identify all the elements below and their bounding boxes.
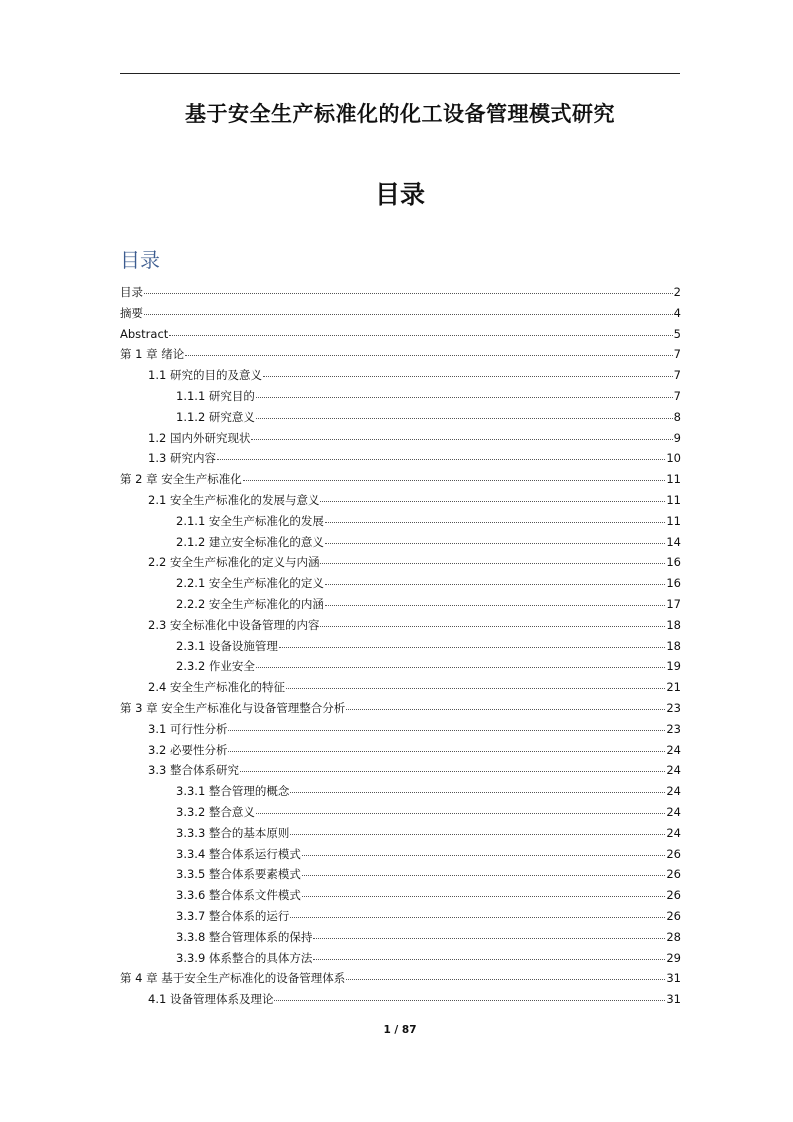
toc-dot-leader xyxy=(290,780,665,793)
toc-entry-page: 10 xyxy=(666,451,681,466)
toc-entry-text: 3.3 整合体系研究 xyxy=(148,763,239,778)
toc-entry[interactable] xyxy=(120,407,681,428)
toc-dot-leader xyxy=(302,863,665,876)
toc-entry-text: 第 2 章 安全生产标准化 xyxy=(120,472,242,487)
toc-entry-text: 第 1 章 绪论 xyxy=(120,347,185,362)
toc-entry-page: 24 xyxy=(666,763,681,778)
toc-entry-page: 26 xyxy=(666,908,681,923)
toc-dot-leader xyxy=(320,614,665,627)
toc-entry-text: 3.3.8 整合管理体系的保持 xyxy=(176,929,313,944)
toc-dot-leader xyxy=(144,302,673,315)
toc-entry-page: 23 xyxy=(666,721,681,736)
toc-entry-page: 16 xyxy=(666,576,681,591)
toc-entry-text: Abstract xyxy=(120,326,169,341)
toc-dot-leader xyxy=(185,343,672,356)
toc-entry[interactable] xyxy=(120,469,681,490)
toc-entry-text: 目录 xyxy=(120,285,143,299)
toc-entry-page: 7 xyxy=(673,347,681,362)
toc-dot-leader xyxy=(228,739,665,752)
toc-entry[interactable] xyxy=(120,948,681,969)
toc-entry-text: 3.3.2 整合意义 xyxy=(176,804,255,819)
toc-dot-leader xyxy=(290,905,665,918)
toc-entry-page: 7 xyxy=(673,368,681,383)
toc-entry-text: 摘要 xyxy=(120,305,143,320)
toc-entry-text: 3.3.6 整合体系文件模式 xyxy=(176,888,301,903)
toc-entry-text: 3.3.3 整合的基本原则 xyxy=(176,825,290,840)
toc-entry-page: 11 xyxy=(666,513,681,528)
toc-entry[interactable] xyxy=(120,303,681,324)
toc-entry-text: 3.1 可行性分析 xyxy=(148,721,228,736)
toc-entry[interactable] xyxy=(120,781,681,802)
toc-entry[interactable] xyxy=(120,448,681,469)
toc-entry-page: 5 xyxy=(673,326,681,341)
toc-entry[interactable] xyxy=(120,344,681,365)
toc-dot-leader xyxy=(217,447,665,460)
toc-entry-text: 3.3.7 整合体系的运行 xyxy=(176,908,290,923)
toc-entry[interactable] xyxy=(120,656,681,677)
toc-entry-text: 2.1.1 安全生产标准化的发展 xyxy=(176,513,324,528)
toc-entry-page: 28 xyxy=(666,929,681,944)
toc-dot-leader xyxy=(256,385,673,398)
toc-entry-text: 1.1.2 研究意义 xyxy=(176,409,255,424)
toc-entry[interactable] xyxy=(120,573,681,594)
toc-entry[interactable] xyxy=(120,428,681,449)
toc-dot-leader xyxy=(228,718,665,731)
toc-entry[interactable] xyxy=(120,906,681,927)
toc-entry-text: 1.3 研究内容 xyxy=(148,451,216,466)
toc-entry-page: 4 xyxy=(673,305,681,320)
toc-entry-text: 第 4 章 基于安全生产标准化的设备管理体系 xyxy=(120,971,346,986)
toc-dot-leader xyxy=(346,967,665,980)
toc-entry[interactable] xyxy=(120,989,681,1010)
header-rule xyxy=(120,73,680,74)
toc-entry-text: 2.2 安全生产标准化的定义与内涵 xyxy=(148,555,320,570)
toc-title: 目录 xyxy=(374,180,425,209)
toc-entry-text: 3.3.4 整合体系运行模式 xyxy=(176,846,301,861)
toc-entry-text: 1.1.1 研究目的 xyxy=(176,388,255,403)
toc-entry-text: 2.3.2 作业安全 xyxy=(176,659,255,674)
toc-entry[interactable] xyxy=(120,719,681,740)
toc-dot-leader xyxy=(325,510,665,523)
toc-dot-leader xyxy=(256,655,665,668)
toc-dot-leader xyxy=(251,427,672,440)
toc-entry[interactable] xyxy=(120,760,681,781)
toc-dot-leader xyxy=(144,281,673,294)
toc-entry-text: 2.1.2 建立安全标准化的意义 xyxy=(176,534,324,549)
toc-entry[interactable] xyxy=(120,677,681,698)
toc-entry[interactable] xyxy=(120,324,681,345)
toc-entry[interactable] xyxy=(120,594,681,615)
toc-entry-page: 17 xyxy=(666,596,681,611)
toc-entry-text: 2.3 安全标准化中设备管理的内容 xyxy=(148,617,320,632)
toc-dot-leader xyxy=(325,572,665,585)
toc-entry-page: 26 xyxy=(666,846,681,861)
toc-dot-leader xyxy=(302,884,665,897)
toc-dot-leader xyxy=(256,801,665,814)
toc-entry-text: 3.3.9 体系整合的具体方法 xyxy=(176,950,313,965)
toc-entry-page: 11 xyxy=(666,492,681,507)
toc-entry-page: 21 xyxy=(666,680,681,695)
toc-entry-page: 18 xyxy=(666,638,681,653)
toc-entry[interactable] xyxy=(120,698,681,719)
toc-entry[interactable] xyxy=(120,615,681,636)
toc-entry[interactable] xyxy=(120,511,681,532)
toc-entry[interactable] xyxy=(120,636,681,657)
toc-dot-leader xyxy=(325,531,665,544)
toc-dot-leader xyxy=(320,489,665,502)
toc-entry[interactable] xyxy=(120,802,681,823)
toc-entry[interactable] xyxy=(120,823,681,844)
toc-entry-text: 1.1 研究的目的及意义 xyxy=(148,368,262,383)
toc-entry[interactable] xyxy=(120,844,681,865)
toc-entry-page: 18 xyxy=(666,617,681,632)
toc-entry-text: 2.3.1 设备设施管理 xyxy=(176,638,278,653)
toc-dot-leader xyxy=(240,759,665,772)
toc-entry-page: 16 xyxy=(666,555,681,570)
toc-entry-page: 2 xyxy=(673,285,681,299)
toc-entry[interactable] xyxy=(120,386,681,407)
toc-entry-page: 9 xyxy=(673,430,681,445)
toc-entry-text: 2.4 安全生产标准化的特征 xyxy=(148,680,285,695)
toc-entry-page: 23 xyxy=(666,700,681,715)
toc-entry-page: 7 xyxy=(673,388,681,403)
toc-entry-page: 26 xyxy=(666,888,681,903)
toc-dot-leader xyxy=(263,364,673,377)
toc-heading: 目录 xyxy=(120,248,160,272)
page-indicator: 1 / 87 xyxy=(383,1024,417,1036)
toc-entry-page: 8 xyxy=(673,409,681,424)
toc-dot-leader xyxy=(286,676,665,689)
toc-entry-text: 1.2 国内外研究现状 xyxy=(148,430,251,445)
toc-entry-page: 19 xyxy=(666,659,681,674)
toc-dot-leader xyxy=(313,926,665,939)
toc-entry-page: 24 xyxy=(666,742,681,757)
toc-entry-page: 26 xyxy=(666,867,681,882)
table-of-contents xyxy=(120,282,681,1010)
toc-entry-page: 14 xyxy=(666,534,681,549)
toc-entry[interactable] xyxy=(120,490,681,511)
toc-entry[interactable] xyxy=(120,552,681,573)
toc-entry-page: 24 xyxy=(666,825,681,840)
toc-entry-page: 31 xyxy=(666,971,681,986)
toc-entry[interactable] xyxy=(120,885,681,906)
toc-entry-page: 29 xyxy=(666,950,681,965)
toc-entry[interactable] xyxy=(120,968,681,989)
toc-dot-leader xyxy=(290,822,665,835)
toc-dot-leader xyxy=(325,593,665,606)
toc-entry[interactable] xyxy=(120,532,681,553)
toc-entry-text: 3.3.1 整合管理的概念 xyxy=(176,784,290,799)
toc-entry-text: 4.1 设备管理体系及理论 xyxy=(148,992,274,1007)
toc-entry-text: 2.2.2 安全生产标准化的内涵 xyxy=(176,596,324,611)
toc-entry-page: 24 xyxy=(666,804,681,819)
toc-dot-leader xyxy=(313,947,665,960)
toc-entry-text: 第 3 章 安全生产标准化与设备管理整合分析 xyxy=(120,700,346,715)
toc-entry-text: 2.2.1 安全生产标准化的定义 xyxy=(176,576,324,591)
toc-dot-leader xyxy=(256,406,673,419)
toc-entry[interactable] xyxy=(120,282,681,303)
document-title: 基于安全生产标准化的化工设备管理模式研究 xyxy=(185,102,615,126)
toc-entry[interactable] xyxy=(120,365,681,386)
toc-entry-page: 24 xyxy=(666,784,681,799)
toc-entry[interactable] xyxy=(120,927,681,948)
toc-dot-leader xyxy=(169,323,672,336)
toc-entry-page: 31 xyxy=(666,992,681,1007)
toc-entry-text: 3.2 必要性分析 xyxy=(148,742,228,757)
toc-dot-leader xyxy=(346,697,665,710)
toc-dot-leader xyxy=(274,988,665,1001)
toc-dot-leader xyxy=(243,468,666,481)
toc-entry-text: 2.1 安全生产标准化的发展与意义 xyxy=(148,492,320,507)
toc-entry-page: 11 xyxy=(666,472,681,487)
toc-dot-leader xyxy=(320,551,665,564)
toc-entry-text: 3.3.5 整合体系要素模式 xyxy=(176,867,301,882)
toc-entry[interactable] xyxy=(120,864,681,885)
toc-dot-leader xyxy=(302,843,665,856)
toc-dot-leader xyxy=(279,635,665,648)
toc-entry[interactable] xyxy=(120,740,681,761)
